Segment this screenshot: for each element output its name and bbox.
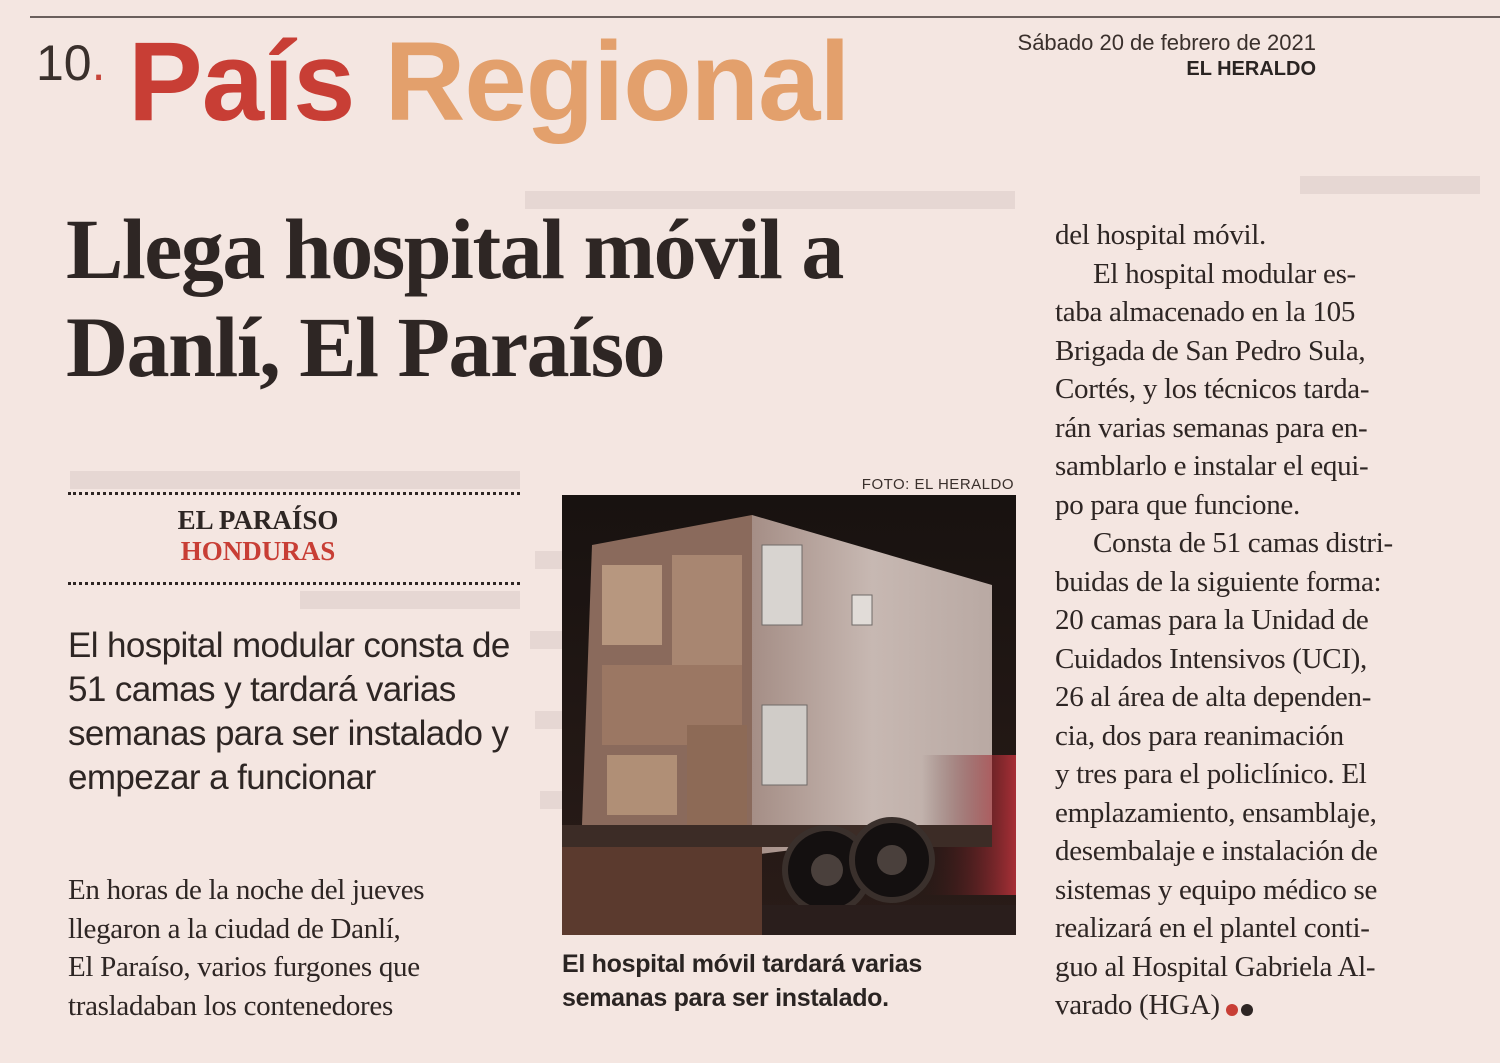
column-3-paragraph (1055, 216, 1470, 255)
column-3-line: 20 camas para la Unidad de (1055, 604, 1369, 636)
column-3-line: El hospital modular es- (1093, 257, 1356, 290)
section-word-pais: País (128, 19, 355, 144)
newspaper-name: EL HERALDO (1186, 58, 1316, 80)
column-3-line: buidas de la siguiente forma: (1055, 565, 1382, 598)
column-3-paragraph (1055, 255, 1470, 525)
mobile-hospital-truck-image (562, 495, 1016, 935)
article-column-1 (68, 871, 528, 1025)
dateline-country: HONDURAS (180, 536, 336, 566)
column-3-line: samblarlo e instalar el equi- (1055, 450, 1369, 482)
column-3-line: taba almacenado en la 105 (1055, 296, 1356, 328)
dotted-divider-top (68, 492, 520, 495)
column-3-line: Cuidados Intensivos (UCI), (1055, 642, 1367, 675)
column-3-line: sistemas y equipo médico se (1055, 873, 1378, 906)
column-3-line: desembalaje e instalación de (1055, 835, 1378, 867)
column-3-line: cia, dos para reanimación (1055, 719, 1344, 752)
column-3-line: emplazamiento, ensamblaje, (1055, 796, 1377, 829)
column-1-line: trasladaban los contenedores (68, 989, 393, 1022)
photo-caption: El hospital móvil tardará varias semanas para ser instalado. (562, 950, 922, 1012)
column-3-line: varado (HGA) (1055, 986, 1470, 1027)
column-3-line: 26 al área de alta dependen- (1055, 681, 1372, 713)
section-title (128, 18, 849, 147)
article-headline: Llega hospital móvil a Danlí, El Paraíso (66, 201, 843, 395)
column-3-line: realizará en el plantel conti- (1055, 912, 1370, 944)
section-word-regional: Regional (384, 19, 850, 144)
column-3-line: del hospital móvil. (1055, 219, 1266, 251)
column-3-line: rán varias semanas para en- (1055, 411, 1368, 444)
issue-date: Sábado 20 de febrero de 2021 (1017, 30, 1316, 55)
end-of-article-dots-icon (1226, 988, 1256, 1027)
photo-credit: FOTO: EL HERALDO (861, 476, 1014, 493)
article-column-3 (1055, 216, 1470, 1027)
article-deck: El hospital modular consta de 51 camas y tardará varias semanas para ser instalado y empezar a funcionar (68, 626, 510, 797)
column-1-line: llegaron a la ciudad de Danlí, (68, 912, 401, 945)
column-1-line: En horas de la noche del jueves (68, 874, 425, 906)
column-3-line: y tres para el policlínico. El (1055, 758, 1367, 790)
column-3-line: po para que funcione. (1055, 488, 1300, 521)
article-photo (562, 495, 1016, 935)
column-3-line: Cortés, y los técnicos tarda- (1055, 373, 1370, 405)
column-3-paragraph (1055, 524, 1470, 1027)
dotted-divider-bottom (68, 582, 520, 585)
column-3-line: Consta de 51 camas distri- (1093, 527, 1393, 559)
column-1-line: El Paraíso, varios furgones que (68, 951, 420, 983)
page-number: 10. (36, 35, 106, 91)
column-3-line: guo al Hospital Gabriela Al- (1055, 950, 1376, 983)
column-3-line: Brigada de San Pedro Sula, (1055, 334, 1366, 367)
dateline-region: EL PARAÍSO (177, 505, 339, 535)
